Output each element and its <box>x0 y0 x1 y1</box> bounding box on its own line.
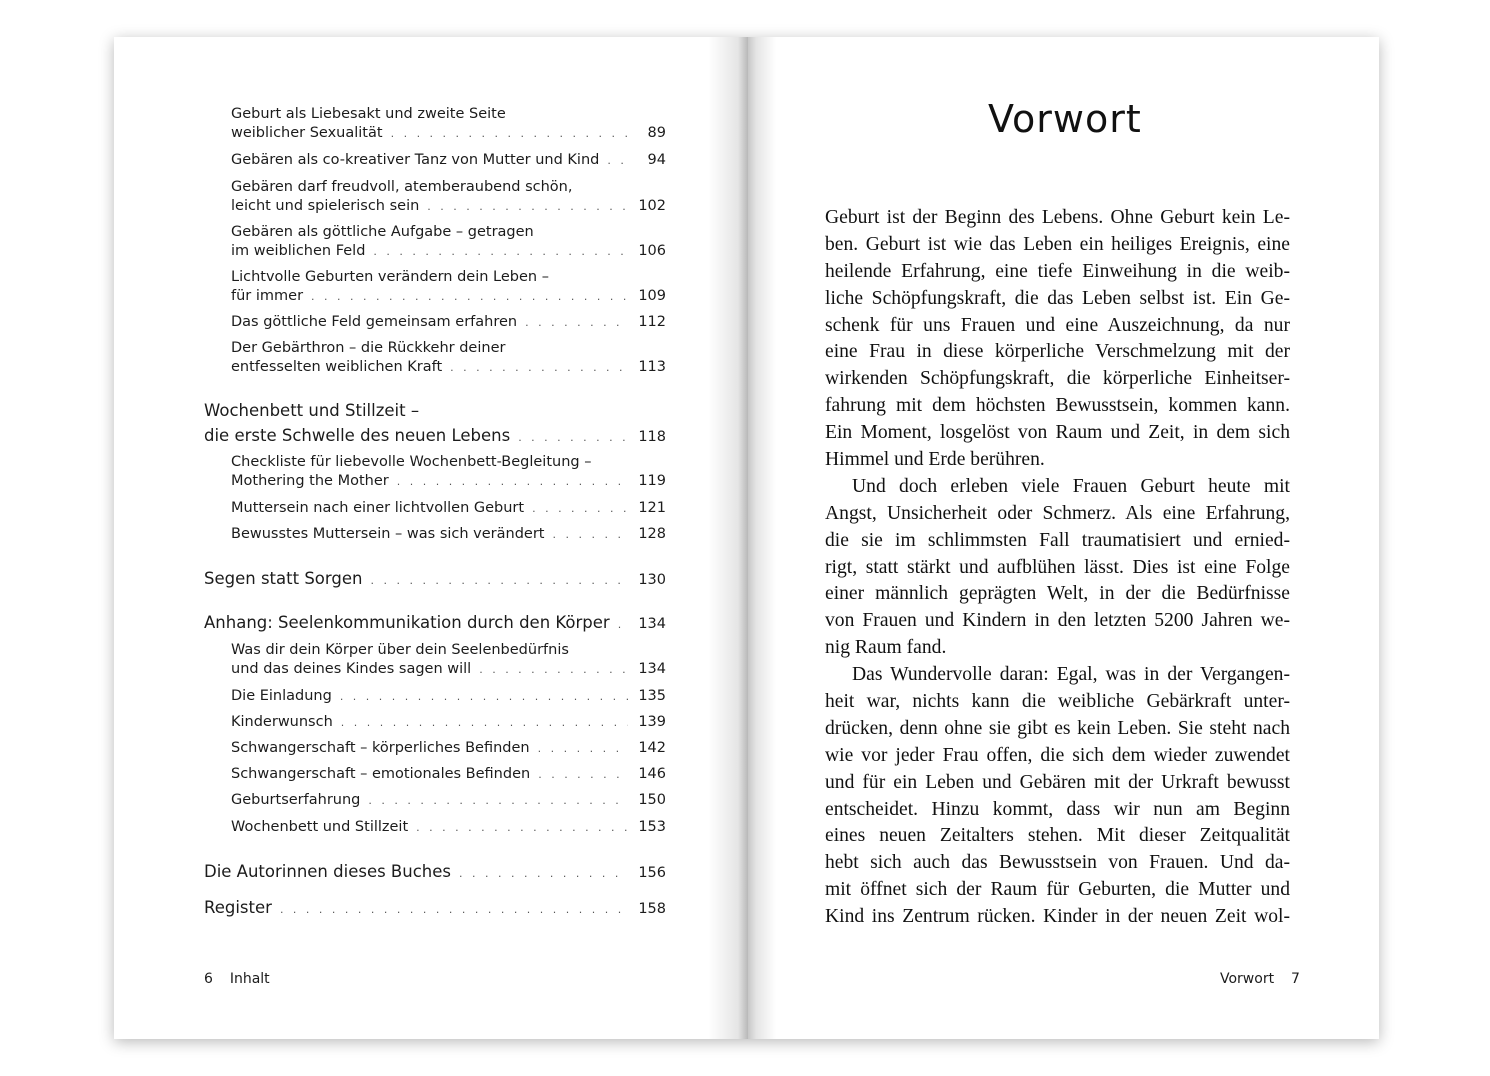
toc-entry-title: Register <box>204 898 272 917</box>
toc-entry <box>231 791 666 810</box>
gutter-shadow <box>748 37 776 1039</box>
toc-page-number: 112 <box>638 314 666 330</box>
toc-page-number: 139 <box>638 714 666 730</box>
chapter-title: Vorwort <box>988 97 1142 141</box>
toc-entry-title: Wochenbett und Stillzeit <box>231 819 409 835</box>
body-text-line: und für ein Leben und Gebären mit der Urkraft bewusst <box>825 771 1290 793</box>
gutter-shadow <box>708 37 748 1039</box>
toc-entry <box>231 151 666 170</box>
dot-leader <box>391 124 628 143</box>
toc-entry <box>231 525 666 544</box>
body-text-line: wie vor jeder Frau offen, die sich dem wieder zuwendet <box>825 744 1290 766</box>
toc-entry <box>204 610 666 637</box>
toc-entry-title: die erste Schwelle des neuen Lebens <box>204 426 511 445</box>
dot-leader <box>416 818 628 837</box>
dot-leader <box>397 472 628 491</box>
body-text-line: drücken, denn ohne sie gibt es kein Leben. Sie steht nach <box>825 717 1290 739</box>
running-footer-label: Vorwort <box>1220 971 1275 987</box>
toc-page-number: 118 <box>638 429 666 445</box>
toc-entry-title: Anhang: Seelenkommunikation durch den Körper <box>204 613 610 632</box>
left-page-table-of-contents <box>114 37 748 1039</box>
toc-page-number: 135 <box>638 688 666 704</box>
toc-entry-title: leicht und spielerisch sein <box>231 198 420 214</box>
body-text-line: heilende Erfahrung, eine tiefe Einweihung in die weib- <box>825 260 1290 282</box>
toc-entry <box>231 739 666 758</box>
body-text-line: heit war, nichts kann die weibliche Gebärkraft unter- <box>825 691 1290 713</box>
page-number: 7 <box>1290 971 1300 987</box>
open-book-spread <box>114 37 1379 1039</box>
dot-leader <box>370 568 628 593</box>
body-text-line: einer männlich geprägten Welt, in der die Bedürfnisse <box>825 583 1290 605</box>
dot-leader <box>607 151 628 170</box>
foreword-body-text <box>825 205 1290 931</box>
toc-entry-title: für immer <box>231 288 304 304</box>
toc-entry-title: Die Autorinnen dieses Buches <box>204 862 451 881</box>
dot-leader <box>479 660 628 679</box>
dot-leader <box>373 242 628 261</box>
right-page-foreword <box>748 37 1379 1039</box>
dot-leader <box>618 612 628 637</box>
toc-entry <box>231 641 666 679</box>
body-text-line: liche Schöpfungskraft, die das Leben selbst ist. Ein Ge- <box>825 287 1290 309</box>
toc-entry <box>231 178 666 216</box>
dot-leader <box>459 861 628 886</box>
toc-entry <box>231 105 666 143</box>
dot-leader <box>532 499 628 518</box>
toc-entry <box>204 398 666 450</box>
toc-page-number: 89 <box>647 125 666 141</box>
toc-entry-title: Der Gebärthron – die Rückkehr deiner <box>231 340 506 356</box>
dot-leader <box>450 358 628 377</box>
toc-entry-title: Schwangerschaft – emotionales Befinden <box>231 766 531 782</box>
toc-entry <box>204 566 666 593</box>
toc-entry-title: Bewusstes Muttersein – was sich verändert <box>231 526 545 542</box>
body-text-line: die sie im schlimmsten Fall traumatisiert und ernied- <box>825 529 1290 551</box>
dot-leader <box>538 765 628 784</box>
toc-entry-title: Mothering the Mother <box>231 473 389 489</box>
body-text-line: rigt, statt stärkt und aufblühen lässt. Dies ist eine Folge <box>825 556 1290 578</box>
body-text-line: Ein Moment, losgelöst von Raum und Zeit, in dem sich <box>825 422 1290 444</box>
toc-entry-title: Lichtvolle Geburten verändern dein Leben – <box>231 269 549 285</box>
toc-entry-title: Segen statt Sorgen <box>204 569 363 588</box>
toc-entry <box>231 765 666 784</box>
toc-entry-title: weiblicher Sexualität <box>231 125 383 141</box>
body-text-line: Geburt ist der Beginn des Lebens. Ohne Geburt kein Le- <box>825 207 1290 228</box>
toc-page-number: 156 <box>638 865 666 881</box>
toc-entry-title: Muttersein nach einer lichtvollen Geburt <box>231 500 525 516</box>
toc-entry-title: Die Einladung <box>231 688 332 704</box>
toc-page-number: 142 <box>638 740 666 756</box>
body-text-line: eine Frau in diese körperliche Verschmelzung mit der <box>825 341 1290 363</box>
toc-entry <box>231 339 666 377</box>
toc-page-number: 158 <box>638 901 666 917</box>
toc-entry-title: im weiblichen Feld <box>231 243 366 259</box>
running-footer-label: Inhalt <box>229 971 270 987</box>
dot-leader <box>340 687 628 706</box>
body-text-line: Kind ins Zentrum rücken. Kinder in der neuen Zeit wol- <box>825 906 1290 928</box>
body-text-line: Himmel und Erde berühren. <box>825 449 1045 471</box>
dot-leader <box>368 791 628 810</box>
page-number: 6 <box>204 971 213 987</box>
toc-entry-title: Gebären als co-kreativer Tanz von Mutter und Kind <box>231 152 600 168</box>
toc-page-number: 130 <box>638 572 666 588</box>
toc-entry-title: Das göttliche Feld gemeinsam erfahren <box>231 314 518 330</box>
toc-page-number: 153 <box>638 819 666 835</box>
toc-entry <box>204 859 666 886</box>
toc-page-number: 106 <box>638 243 666 259</box>
toc-entry-title: entfesselten weiblichen Kraft <box>231 359 443 375</box>
toc-entry <box>231 223 666 261</box>
toc-page-number: 94 <box>647 152 666 168</box>
toc-entry-title: Geburt als Liebesakt und zweite Seite <box>231 106 506 122</box>
toc-entry <box>231 713 666 732</box>
dot-leader <box>280 897 628 922</box>
toc-entry-title: Was dir dein Körper über dein Seelenbedürfnis <box>231 642 569 658</box>
toc-entry <box>231 313 666 332</box>
toc-page-number: 109 <box>638 288 666 304</box>
body-text-line: schenk für uns Frauen und eine Auszeichnung, da nur <box>825 314 1290 336</box>
toc-page-number: 128 <box>638 526 666 542</box>
dot-leader <box>538 739 628 758</box>
right-page-footer <box>1220 971 1300 987</box>
body-text-line: ben. Geburt ist wie das Leben ein heiliges Ereignis, eine <box>825 233 1290 255</box>
body-text-line: hebt sich auch das Bewusstsein von Frauen. Und da- <box>825 852 1290 874</box>
toc-entry <box>231 499 666 518</box>
toc-page-number: 119 <box>638 473 666 489</box>
toc-page-number: 134 <box>638 661 666 677</box>
body-text-line: Angst, Unsicherheit oder Schmerz. Als eine Erfahrung, <box>825 502 1290 524</box>
toc-page-number: 121 <box>638 500 666 516</box>
toc-page-number: 102 <box>638 198 666 214</box>
body-text-line: wirkenden Schöpfungskraft, die körperliche Einheitser- <box>825 368 1290 390</box>
toc-entry-title: Gebären darf freudvoll, atemberaubend schön, <box>231 179 573 195</box>
body-text-line: mit öffnet sich der Raum für Geburten, die Mutter und <box>825 879 1290 901</box>
body-text-line: eines neuen Zeitalters stehen. Mit dieser Zeitqualität <box>825 825 1290 847</box>
toc-page-number: 146 <box>638 766 666 782</box>
toc-entry-title: Wochenbett und Stillzeit – <box>204 401 420 420</box>
body-text-line: Und doch erleben viele Frauen Geburt heute mit <box>852 475 1290 497</box>
toc-entry-title: Kinderwunsch <box>231 714 333 730</box>
toc-entry-title: Geburtserfahrung <box>231 792 361 808</box>
toc-entry <box>204 895 666 922</box>
dot-leader <box>341 713 628 732</box>
toc-entry <box>231 687 666 706</box>
body-text-line: fahrung mit dem höchsten Bewusstsein, kommen kann. <box>825 395 1290 417</box>
toc-entry-title: Checkliste für liebevolle Wochenbett-Begleitung – <box>231 454 592 470</box>
toc-entry <box>231 268 666 306</box>
dot-leader <box>518 425 628 450</box>
dot-leader <box>525 313 628 332</box>
toc-entry <box>231 453 666 491</box>
toc-page-number: 113 <box>638 359 666 375</box>
toc-page-number: 150 <box>638 792 666 808</box>
body-text-line: von Frauen und Kindern in den letzten 5200 Jahren we- <box>825 610 1290 632</box>
toc-entry <box>231 818 666 837</box>
toc-entry-title: Gebären als göttliche Aufgabe – getragen <box>231 224 534 240</box>
toc-entry-title: Schwangerschaft – körperliches Befinden <box>231 740 530 756</box>
dot-leader <box>427 197 628 216</box>
dot-leader <box>553 525 629 544</box>
toc-entry-title: und das deines Kindes sagen will <box>231 661 472 677</box>
body-text-line: entscheidet. Hinzu kommt, dass wir nun am Beginn <box>825 798 1290 820</box>
left-page-footer <box>204 971 270 987</box>
body-text-line: Das Wundervolle daran: Egal, was in der Vergangen- <box>852 664 1290 686</box>
toc-page-number: 134 <box>638 616 666 632</box>
dot-leader <box>311 287 628 306</box>
body-text-line: nig Raum fand. <box>825 637 947 659</box>
